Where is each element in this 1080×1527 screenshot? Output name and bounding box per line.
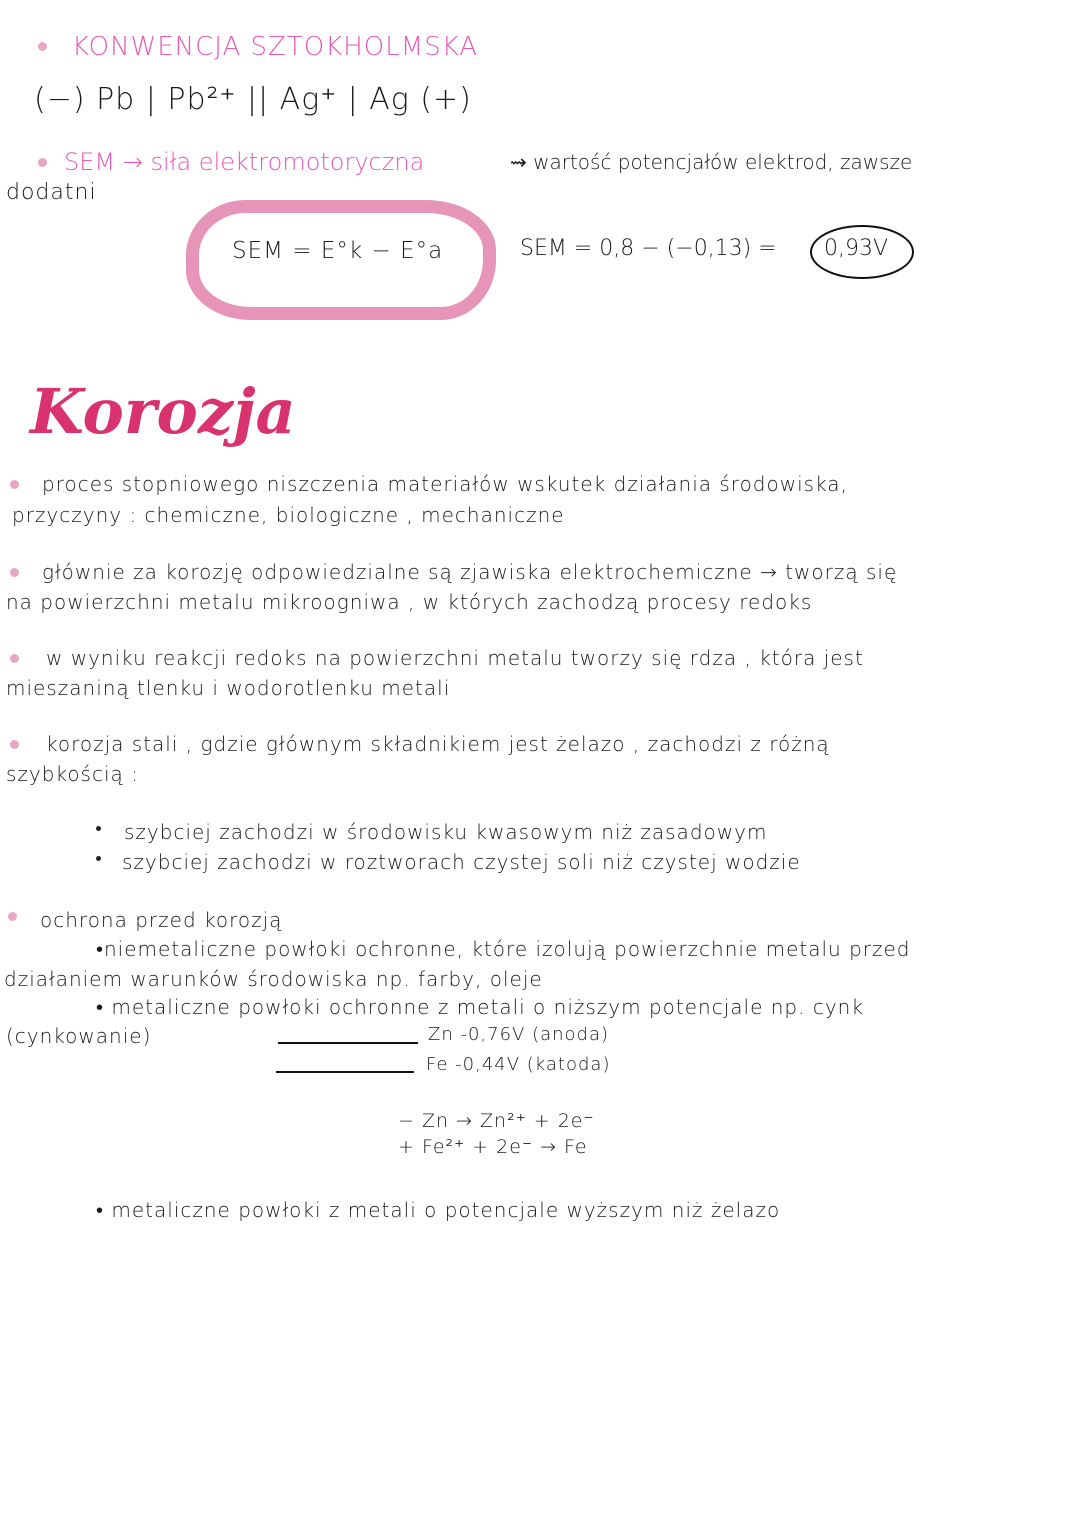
- bullet-3-line-2: mieszaniną tlenku i wodorotlenku metali: [6, 676, 451, 700]
- sub-bullet-icon: [96, 856, 101, 861]
- metal-line-2: (cynkowanie): [6, 1024, 152, 1048]
- sem-label: SEM → siła elektromotoryczna: [64, 148, 425, 176]
- sem-description: ⇝ wartość potencjałów elektrod, zawsze: [510, 150, 913, 174]
- bullet-icon: [10, 568, 19, 577]
- sub-bullet-icon: [96, 826, 101, 831]
- bullet-2-line-2: na powierzchni metalu mikroogniwa , w których zachodzą procesy redoks: [6, 590, 813, 614]
- zn-level-line: [278, 1042, 418, 1044]
- sem-result: 0,93V: [824, 236, 889, 261]
- sub-bullet-1: szybciej zachodzi w środowisku kwasowym niż zasadowym: [124, 820, 768, 844]
- bullet-icon: [38, 42, 47, 51]
- bullet-icon: [10, 480, 19, 489]
- cell-notation: (−) Pb | Pb²⁺ || Ag⁺ | Ag (+): [34, 82, 472, 117]
- bullet-1-line-1: proces stopniowego niszczenia materiałów wskutek działania środowiska,: [42, 472, 848, 496]
- sem-formula: SEM = E°k − E°a: [232, 238, 444, 264]
- protection-heading: ochrona przed korozją: [40, 908, 283, 932]
- bullet-icon: [8, 912, 17, 921]
- bullet-icon: [38, 158, 47, 167]
- sub-bullet-2: szybciej zachodzi w roztworach czystej soli niż czystej wodzie: [122, 850, 801, 874]
- sem-calculation: SEM = 0,8 − (−0,13) =: [520, 236, 777, 261]
- nonmetal-line-2: działaniem warunków środowiska np. farby, oleje: [4, 967, 543, 991]
- bullet-icon: [10, 654, 19, 663]
- page-title: Korozja: [30, 375, 296, 448]
- bullet-2-line-1: głównie za korozję odpowiedzialne są zjawiska elektrochemiczne → tworzą się: [42, 560, 898, 584]
- bullet-1-line-2: przyczyny : chemiczne, biologiczne , mechaniczne: [12, 503, 565, 527]
- equation-anode: − Zn → Zn²⁺ + 2e⁻: [398, 1110, 595, 1132]
- bullet-3-line-1: w wyniku reakcji redoks na powierzchni metalu tworzy się rdza , która jest: [46, 646, 864, 670]
- heading-convention: KONWENCJA SZTOKHOLMSKA: [72, 32, 479, 62]
- bullet-4-line-2: szybkością :: [6, 762, 139, 786]
- bullet-4-line-1: korozja stali , gdzie głównym składnikiem jest żelazo , zachodzi z różną: [46, 732, 830, 756]
- equation-cathode: + Fe²⁺ + 2e⁻ → Fe: [398, 1136, 588, 1158]
- bullet-icon: [10, 740, 19, 749]
- nonmetal-line-1: •niemetaliczne powłoki ochronne, które izolują powierzchnie metalu przed: [96, 937, 911, 961]
- fe-level-line: [276, 1071, 414, 1073]
- sem-description-cont: dodatni: [6, 180, 97, 205]
- metal-higher-potential: • metaliczne powłoki z metali o potencjale wyższym niż żelazo: [96, 1198, 781, 1222]
- fe-potential: Fe -0,44V (katoda): [426, 1054, 611, 1075]
- zn-potential: Zn -0,76V (anoda): [428, 1024, 610, 1045]
- metal-line-1: • metaliczne powłoki ochronne z metali o niższym potencjale np. cynk: [96, 995, 864, 1019]
